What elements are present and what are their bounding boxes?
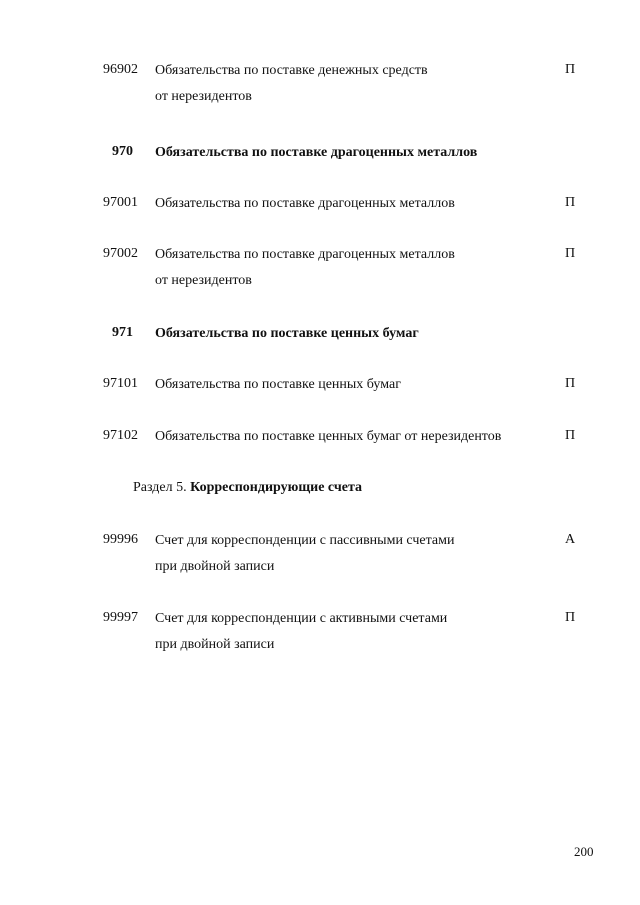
- account-description: Обязательства по поставке ценных бумаг: [155, 377, 401, 392]
- account-description: [155, 606, 555, 658]
- account-type: П: [565, 62, 576, 77]
- account-description: Обязательства по поставке ценных бумаг от нерезидентов: [155, 429, 502, 444]
- description-line: Обязательства по поставке драгоценных металлов: [155, 247, 455, 262]
- account-description: [155, 242, 555, 294]
- account-type: П: [565, 246, 576, 261]
- account-code: 97101: [103, 376, 138, 391]
- account-type: П: [565, 195, 576, 210]
- account-type: П: [565, 610, 576, 625]
- account-code: 97102: [103, 428, 138, 443]
- account-type: А: [565, 532, 576, 547]
- description-line: при двойной записи: [155, 559, 275, 574]
- description-line: Обязательства по поставке денежных средств: [155, 63, 428, 78]
- group-title: Обязательства по поставке драгоценных металлов: [155, 145, 478, 160]
- account-code: 99997: [103, 610, 138, 625]
- description-line: при двойной записи: [155, 637, 275, 652]
- group-title: Обязательства по поставке ценных бумаг: [155, 326, 419, 341]
- group-code: 970: [112, 144, 133, 159]
- account-description: Обязательства по поставке драгоценных металлов: [155, 196, 455, 211]
- account-code: 97002: [103, 246, 138, 261]
- description-line: Счет для корреспонденции с пассивными счетами: [155, 533, 455, 548]
- account-code: 96902: [103, 62, 138, 77]
- account-code: 97001: [103, 195, 138, 210]
- description-line: от нерезидентов: [155, 273, 252, 288]
- account-type: П: [565, 376, 576, 391]
- section-title: [133, 480, 362, 496]
- section-name: Корреспондирующие счета: [190, 480, 363, 495]
- account-type: П: [565, 428, 576, 443]
- description-line: от нерезидентов: [155, 89, 252, 104]
- account-description: [155, 528, 555, 580]
- group-code: 971: [112, 325, 133, 340]
- page-number: 200: [574, 844, 594, 859]
- section-prefix: Раздел 5.: [133, 480, 191, 495]
- description-line: Счет для корреспонденции с активными счетами: [155, 611, 448, 626]
- account-description: [155, 58, 555, 110]
- account-code: 99996: [103, 532, 138, 547]
